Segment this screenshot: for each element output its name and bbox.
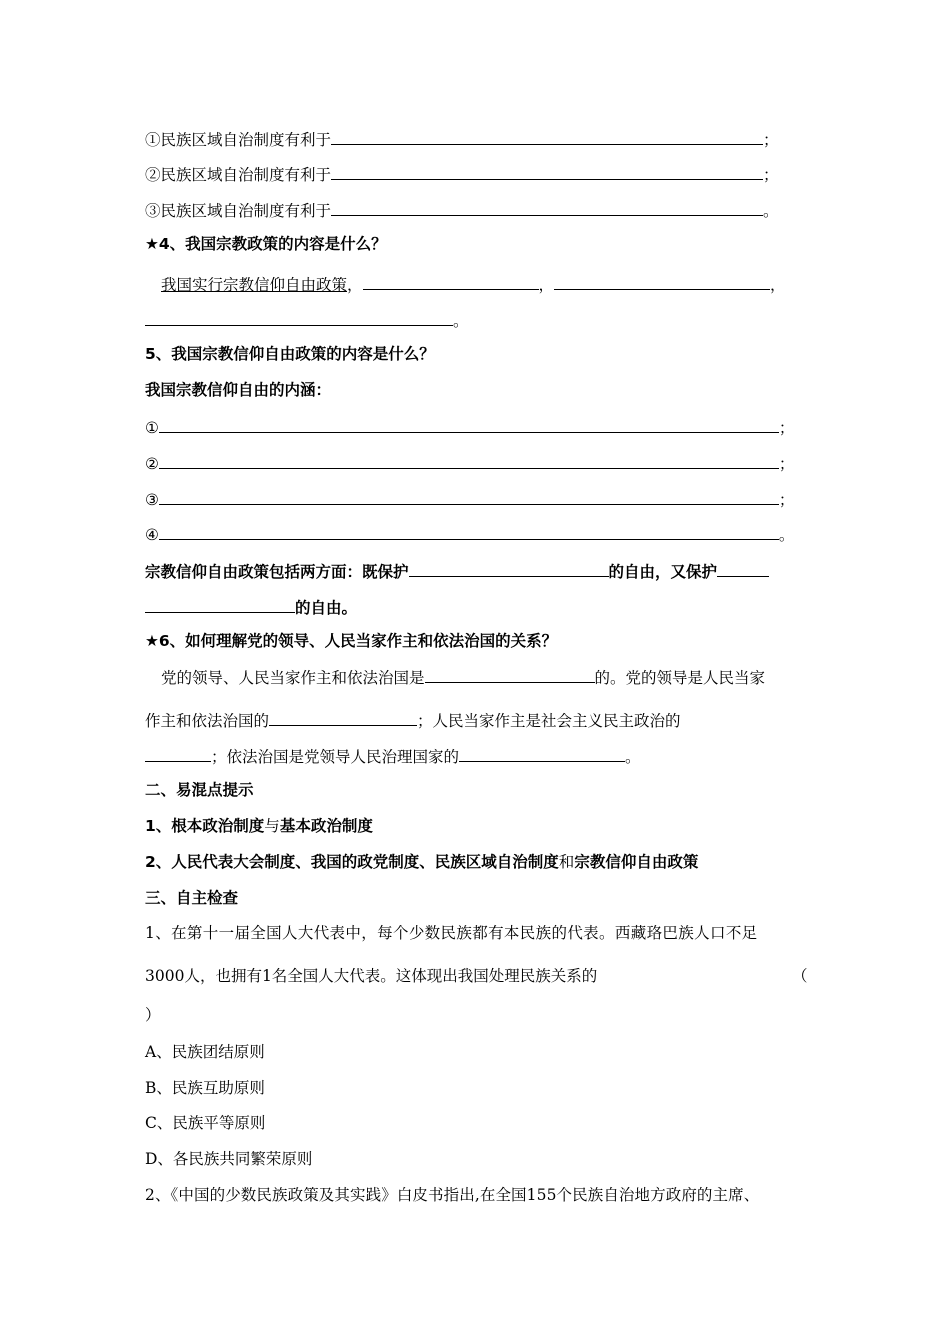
term: 2、人民代表大会制度、我国的政党制度、民族区域自治制度	[145, 853, 559, 871]
confusion-item-1	[145, 816, 373, 836]
question-4-title: ★4、我国宗教政策的内容是什么？	[145, 235, 387, 253]
item-label: ①民族区域自治制度有利于	[145, 131, 332, 149]
punctuation: ，	[770, 276, 786, 294]
item-label: ③民族区域自治制度有利于	[145, 202, 332, 220]
answer-text: ；人民当家作主是社会主义民主政治的	[417, 712, 681, 730]
option-b[interactable]: B、民族互助原则	[145, 1079, 265, 1097]
connector: 和	[558, 853, 575, 871]
answer-paren-open[interactable]: （	[792, 967, 808, 985]
item-marker: ④	[145, 526, 159, 544]
policy-text: 的自由。	[295, 599, 358, 617]
fill-blank[interactable]	[159, 523, 779, 540]
answer-paren-close: ）	[145, 1006, 161, 1024]
policy-text: 的自由，又保护	[608, 563, 718, 581]
question-6-line2	[145, 709, 681, 731]
item-marker: ②	[145, 455, 159, 473]
punctuation: ；	[778, 491, 795, 509]
autonomy-item-2	[145, 163, 779, 185]
item-marker: ①	[145, 419, 159, 437]
term: 1、根本政治制度	[145, 817, 265, 835]
connotation-item-3	[145, 488, 794, 510]
check-q2-line1: 2、《中国的少数民族政策及其实践》白皮书指出,在全国155个民族自治地方政府的主席、	[145, 1186, 760, 1204]
punctuation: ，	[347, 276, 363, 294]
answer-text: 作主和依法治国的	[145, 712, 270, 730]
fill-blank[interactable]	[145, 745, 211, 762]
part-2-title: 二、易混点提示	[145, 781, 254, 799]
answer-text: 党的领导、人民当家作主和依法治国是	[161, 669, 425, 687]
fill-blank[interactable]	[159, 452, 779, 469]
punctuation: ；	[763, 166, 779, 184]
punctuation: ；	[763, 131, 779, 149]
connotation-item-2	[145, 452, 794, 474]
answer-text: ；依法治国是党领导人民治理国家的	[211, 748, 460, 766]
punctuation: 。	[763, 202, 779, 220]
punctuation: ，	[538, 276, 555, 294]
fill-blank[interactable]	[269, 709, 417, 726]
punctuation: 。	[625, 748, 641, 766]
fill-blank[interactable]	[159, 488, 779, 505]
term: 基本政治制度	[279, 817, 373, 835]
autonomy-item-1	[145, 128, 779, 150]
question-6-line3	[145, 745, 641, 767]
question-6-title: ★6、如何理解党的领导、人民当家作主和依法治国的关系？	[145, 632, 558, 650]
term: 宗教信仰自由政策	[574, 853, 699, 871]
fill-blank[interactable]	[409, 560, 609, 577]
policy-line-1	[145, 560, 769, 582]
option-a[interactable]: A、民族团结原则	[145, 1043, 265, 1061]
question-5-subtitle: 我国宗教信仰自由的内涵：	[145, 381, 332, 399]
option-d[interactable]: D、各民族共同繁荣原则	[145, 1150, 313, 1168]
underlined-lead: 我国实行宗教信仰自由政策	[161, 276, 348, 294]
fill-blank[interactable]	[425, 666, 595, 683]
connector: 与	[264, 817, 280, 835]
answer-text: 的。党的领导是人民当家	[594, 669, 766, 687]
punctuation: 。	[778, 526, 795, 544]
question-4-answer-line1	[161, 273, 786, 295]
item-label: ②民族区域自治制度有利于	[145, 166, 332, 184]
punctuation: ；	[778, 455, 795, 473]
policy-text: 宗教信仰自由政策包括两方面：既保护	[145, 563, 409, 581]
fill-blank[interactable]	[159, 416, 779, 433]
policy-line-2	[145, 596, 357, 618]
question-6-line1	[161, 666, 765, 688]
fill-blank[interactable]	[145, 309, 453, 326]
punctuation: 。	[453, 312, 469, 330]
autonomy-item-3	[145, 199, 779, 221]
connotation-item-4	[145, 523, 794, 545]
item-marker: ③	[145, 491, 159, 509]
question-5-title: 5、我国宗教信仰自由政策的内容是什么？	[145, 345, 435, 363]
fill-blank[interactable]	[145, 596, 295, 613]
part-3-title: 三、自主检查	[145, 889, 239, 907]
confusion-item-2	[145, 852, 698, 872]
option-c[interactable]: C、民族平等原则	[145, 1114, 266, 1132]
fill-blank[interactable]	[331, 199, 763, 216]
connotation-item-1	[145, 416, 794, 438]
check-q1-line2: 3000人，也拥有1名全国人大代表。这体现出我国处理民族关系的	[145, 967, 598, 985]
fill-blank[interactable]	[363, 273, 539, 290]
fill-blank[interactable]	[717, 560, 769, 577]
punctuation: ；	[778, 419, 795, 437]
fill-blank[interactable]	[459, 745, 625, 762]
fill-blank[interactable]	[331, 128, 763, 145]
question-4-answer-line2	[145, 309, 469, 331]
check-q1-line1: 1、在第十一届全国人大代表中，每个少数民族都有本民族的代表。西藏珞巴族人口不足	[145, 924, 758, 942]
fill-blank[interactable]	[331, 163, 763, 180]
fill-blank[interactable]	[554, 273, 770, 290]
